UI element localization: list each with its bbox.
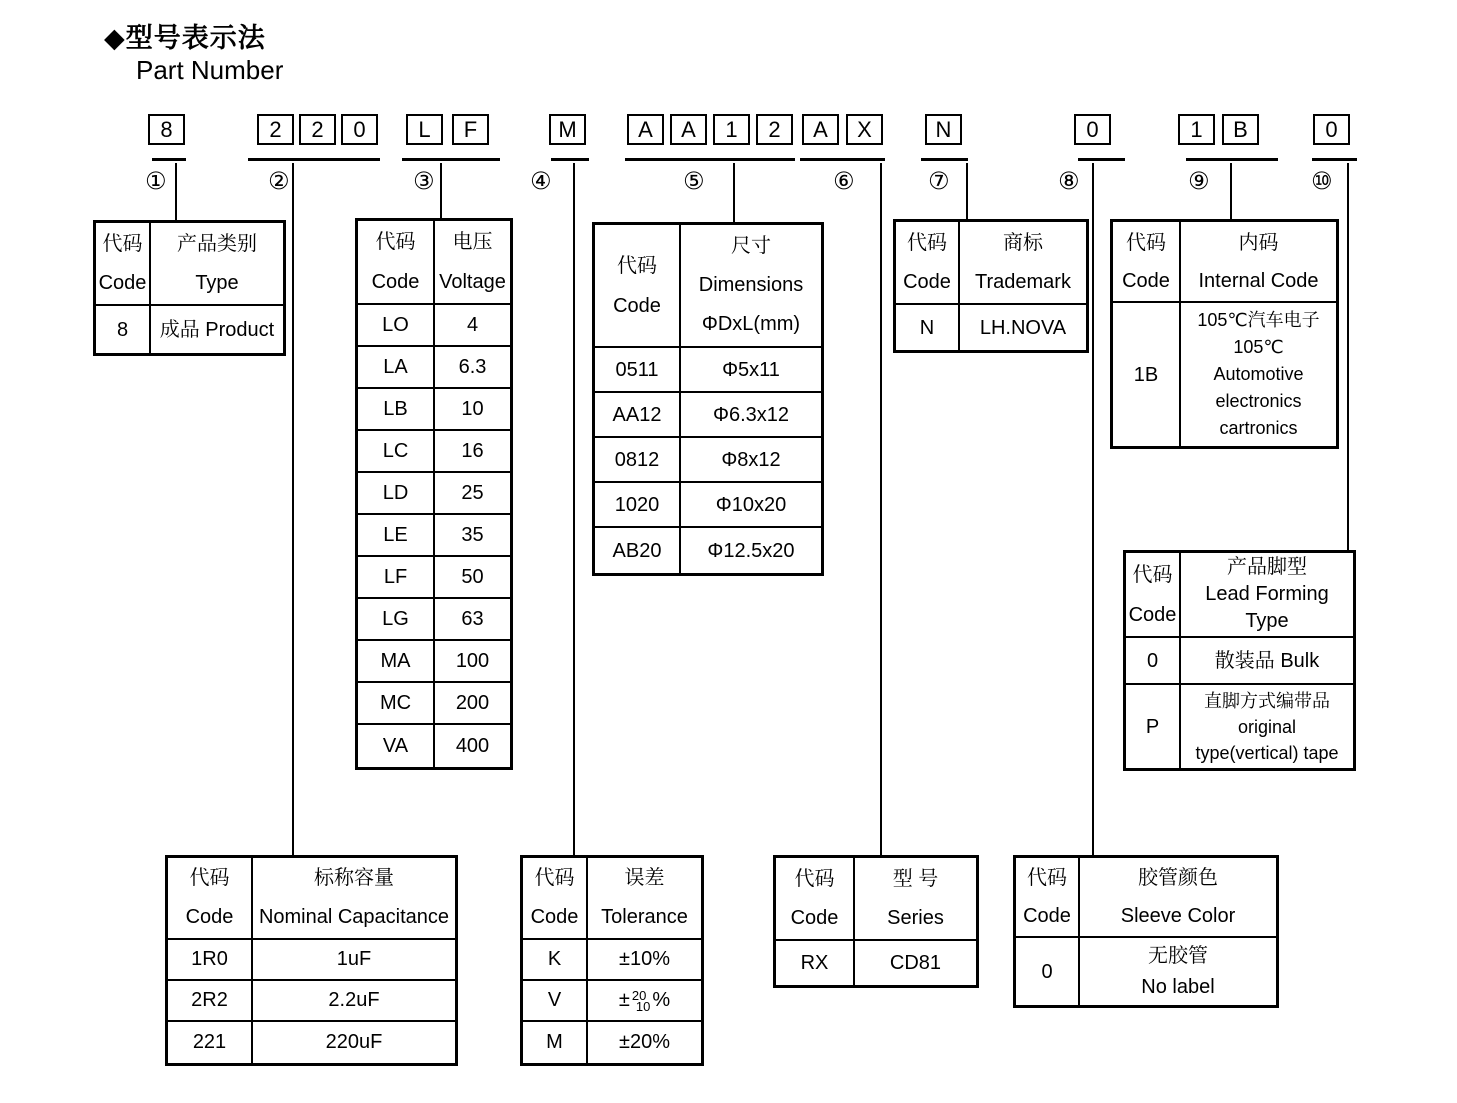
segment-marker: ⑧ [1058, 168, 1080, 195]
connector-line [1230, 163, 1232, 219]
part-number-box: X [846, 114, 883, 145]
table-dimensions [592, 222, 824, 576]
cell-line: Code [98, 271, 147, 294]
table-cell [523, 981, 588, 1020]
table-cell [358, 347, 435, 387]
cell-line: 代码 [1132, 563, 1173, 586]
table-cell [681, 393, 821, 436]
table-cell [588, 981, 701, 1020]
cell-line: Sleeve Color [1120, 905, 1236, 927]
part-number-box: A [627, 114, 664, 145]
table-cell [435, 725, 510, 767]
table-cell [523, 1022, 588, 1063]
cell-line: 50 [461, 566, 484, 588]
table-product-type [93, 220, 286, 356]
cell-line: 产品脚型 [1227, 556, 1307, 578]
table-cell [681, 438, 821, 481]
connector-line [966, 163, 968, 219]
cell-line: MC [379, 692, 412, 714]
table-cell [358, 473, 435, 513]
table-cell [588, 1022, 701, 1063]
cell-line: Code [790, 906, 839, 929]
cell-line: 直脚方式编带品 [1204, 690, 1330, 711]
segment-marker: ② [268, 168, 290, 195]
header-cell [523, 858, 588, 938]
table-header-row [776, 858, 976, 941]
connector-line [292, 163, 294, 855]
table-cell [855, 941, 976, 985]
table-cell [1126, 638, 1181, 683]
part-number-box: 2 [257, 114, 294, 145]
cell-line: 尺寸 [731, 235, 771, 257]
cell-line: 电压 [452, 231, 493, 253]
cell-line: Code [371, 271, 420, 293]
part-number-box: 0 [341, 114, 378, 145]
tolerance-sup-sub-value [619, 989, 670, 1012]
cell-line: 胶管颜色 [1138, 867, 1218, 889]
table-cell [435, 641, 510, 681]
cell-line: ΦDxL(mm) [701, 313, 801, 335]
table-header-row [523, 858, 701, 940]
segment-marker: ⑨ [1188, 168, 1210, 195]
cell-line: 100 [455, 650, 490, 672]
header-cell [960, 222, 1086, 303]
cell-line: 代码 [189, 867, 230, 889]
table-cell [96, 306, 151, 353]
cell-line: type(vertical) tape [1195, 742, 1339, 763]
segment-underline [625, 158, 795, 161]
table-cell [960, 305, 1086, 350]
cell-line: Φ6.3x12 [712, 403, 789, 426]
tolerance-lower: 10 [635, 998, 651, 1014]
segment-underline [1312, 158, 1357, 161]
table-lead-forming [1123, 550, 1356, 771]
page-title-en: Part Number [136, 55, 284, 85]
table-cell [776, 941, 855, 985]
part-number-box: N [925, 114, 962, 145]
table-row [358, 305, 510, 347]
cell-line: Code [185, 906, 234, 928]
cell-line: Φ10x20 [715, 493, 787, 516]
table-row [168, 981, 455, 1022]
cell-line: 0812 [614, 448, 660, 471]
cell-line: Type [195, 271, 239, 294]
cell-line: 25 [461, 482, 484, 504]
cell-line: K [547, 948, 562, 970]
cell-line: 代码 [1027, 867, 1067, 889]
cell-line: original [1237, 716, 1297, 737]
table-cell [681, 348, 821, 391]
table-cell [358, 683, 435, 723]
cell-line: Internal Code [1198, 269, 1319, 292]
table-cell [523, 940, 588, 979]
cell-line: 1B [1133, 363, 1159, 386]
table-header-row [896, 222, 1086, 305]
connector-line [1347, 163, 1349, 550]
cell-line: Φ12.5x20 [707, 539, 795, 562]
cell-line: 16 [461, 440, 484, 462]
part-number-box: 0 [1074, 114, 1111, 145]
table-nominal-capacitance [165, 855, 458, 1066]
header-cell [896, 222, 960, 303]
table-row [896, 305, 1086, 350]
cell-line: 代码 [907, 231, 947, 254]
table-row [523, 940, 701, 981]
cell-line: Tolerance [601, 906, 688, 928]
table-row [358, 431, 510, 473]
cell-line: CD81 [889, 952, 942, 974]
table-cell [168, 981, 253, 1020]
part-number-box: 2 [756, 114, 793, 145]
header-cell [1080, 858, 1276, 936]
table-cell [168, 940, 253, 979]
segment-underline [800, 158, 885, 161]
table-row [595, 438, 821, 483]
table-row [595, 528, 821, 573]
table-cell [896, 305, 960, 350]
part-number-box: A [670, 114, 707, 145]
table-row [776, 941, 976, 985]
cell-line: 400 [455, 735, 490, 757]
table-trademark [893, 219, 1089, 353]
table-cell [435, 683, 510, 723]
cell-line: MA [380, 650, 411, 672]
connector-line [880, 163, 882, 855]
part-number-box: B [1222, 114, 1259, 145]
table-row [358, 347, 510, 389]
cell-line: 2R2 [191, 989, 228, 1011]
cell-line: 0511 [615, 358, 659, 381]
table-cell [253, 981, 455, 1020]
cell-line: LB [383, 398, 408, 420]
table-header-row [96, 223, 283, 306]
table-sleeve-color [1013, 855, 1279, 1008]
segment-underline [921, 158, 968, 161]
table-cell [595, 393, 681, 436]
table-cell [435, 389, 510, 429]
table-row [358, 725, 510, 767]
header-cell [595, 225, 681, 346]
table-row [96, 306, 283, 353]
cell-line: Trademark [975, 270, 1071, 293]
cell-line: Code [613, 294, 661, 317]
cell-line: 标称容量 [314, 867, 394, 889]
cell-line: 0 [1146, 649, 1159, 672]
cell-line: 误差 [624, 867, 665, 889]
cell-line: cartronics [1219, 418, 1298, 438]
table-cell [1113, 303, 1181, 446]
cell-line: Code [1122, 269, 1170, 292]
table-row [358, 599, 510, 641]
part-number-box: F [452, 114, 489, 145]
cell-line: Series [887, 906, 944, 929]
table-cell [435, 347, 510, 387]
table-cell [1181, 638, 1353, 683]
cell-line: Φ8x12 [721, 448, 781, 471]
cell-line: LH.NOVA [979, 316, 1067, 339]
table-cell [435, 431, 510, 471]
cell-line: VA [382, 735, 409, 757]
cell-line: 代码 [1126, 231, 1166, 254]
header-cell [1181, 222, 1336, 301]
table-row [358, 683, 510, 725]
cell-line: Dimensions [698, 274, 804, 296]
cell-line: LC [382, 440, 409, 462]
table-cell [358, 641, 435, 681]
sup-sub-stack [631, 987, 651, 1014]
header-cell [358, 221, 435, 303]
table-cell [1016, 938, 1080, 1005]
cell-line: ±20% [618, 1031, 670, 1053]
connector-line [733, 163, 735, 222]
part-number-box: 1 [713, 114, 750, 145]
table-cell [358, 305, 435, 345]
tolerance-upper: 20 [631, 987, 647, 1003]
cell-line: ±10% [618, 948, 670, 970]
table-cell [595, 438, 681, 481]
cell-line: Type [1245, 610, 1289, 632]
cell-line: M [546, 1031, 563, 1053]
cell-line: RX [800, 952, 829, 974]
cell-line: 4 [466, 314, 479, 336]
table-cell [151, 306, 283, 353]
segment-underline [152, 158, 186, 161]
cell-line: 成品 Product [159, 318, 275, 341]
table-series [773, 855, 979, 988]
table-tolerance [520, 855, 704, 1066]
table-cell [168, 1022, 253, 1063]
header-cell [1126, 553, 1181, 636]
table-cell [358, 599, 435, 639]
table-cell [435, 305, 510, 345]
table-cell [358, 515, 435, 555]
cell-line: 0 [1041, 960, 1053, 983]
part-number-box: 8 [148, 114, 185, 145]
cell-line: 1R0 [191, 948, 228, 970]
table-header-row [1126, 553, 1353, 638]
table-cell [595, 528, 681, 573]
segment-marker: ④ [530, 168, 552, 195]
table-header-row [358, 221, 510, 305]
connector-line [1092, 163, 1094, 855]
cell-line: 105℃汽车电子 [1197, 310, 1320, 330]
table-cell [435, 515, 510, 555]
header-cell [681, 225, 821, 346]
table-cell [681, 483, 821, 526]
table-cell [595, 483, 681, 526]
segment-marker: ⑤ [683, 168, 705, 195]
segment-underline [402, 158, 500, 161]
segment-marker: ⑦ [928, 168, 950, 195]
table-row [358, 641, 510, 683]
connector-line [573, 163, 575, 855]
table-row [358, 389, 510, 431]
segment-marker: ⑩ [1311, 168, 1333, 195]
table-row [595, 348, 821, 393]
table-cell [253, 1022, 455, 1063]
table-cell [253, 940, 455, 979]
part-number-box: 1 [1178, 114, 1215, 145]
cell-line: 代码 [534, 867, 575, 889]
cell-line: 63 [461, 608, 484, 630]
table-row [523, 981, 701, 1022]
segment-marker: ③ [413, 168, 435, 195]
cell-line: Lead Forming [1205, 583, 1329, 605]
header-cell [1113, 222, 1181, 301]
cell-line: LG [382, 608, 409, 630]
table-row [595, 393, 821, 438]
segment-marker: ① [145, 168, 167, 195]
part-number-box: M [549, 114, 586, 145]
table-cell [595, 348, 681, 391]
table-row [1126, 638, 1353, 685]
cell-line: LD [382, 482, 409, 504]
cell-line: 8 [116, 318, 129, 341]
cell-line: 35 [461, 524, 484, 546]
table-header-row [1016, 858, 1276, 938]
cell-line: V [547, 989, 562, 1011]
header-cell [1016, 858, 1080, 936]
segment-underline [1186, 158, 1278, 161]
table-cell [358, 557, 435, 597]
header-cell [253, 858, 455, 938]
table-cell [435, 473, 510, 513]
cell-line: Code [530, 906, 579, 928]
segment-underline [551, 158, 589, 161]
table-cell [1181, 685, 1353, 768]
cell-line: Code [1128, 603, 1177, 626]
table-row [168, 940, 455, 981]
part-number-box: A [802, 114, 839, 145]
cell-line: 产品类别 [177, 232, 257, 255]
table-internal-code [1110, 219, 1339, 449]
header-cell [96, 223, 151, 304]
header-cell [1181, 553, 1353, 636]
table-cell [358, 389, 435, 429]
cell-line: electronics [1215, 391, 1302, 411]
cell-line: LE [383, 524, 408, 546]
cell-line: 代码 [102, 232, 143, 255]
cell-line: Automotive [1213, 364, 1304, 384]
cell-line: 1uF [336, 948, 372, 970]
header-cell [588, 858, 701, 938]
table-cell [1080, 938, 1276, 1005]
cell-line: 6.3 [458, 356, 487, 378]
table-row [358, 515, 510, 557]
part-number-box: 2 [299, 114, 336, 145]
cell-line: LO [382, 314, 409, 336]
cell-line: 221 [192, 1031, 227, 1053]
header-cell [776, 858, 855, 939]
header-cell [151, 223, 283, 304]
cell-line: 220uF [325, 1031, 383, 1053]
table-header-row [1113, 222, 1336, 303]
cell-line: Code [903, 270, 951, 293]
cell-line: 商标 [1003, 231, 1043, 254]
header-cell [435, 221, 510, 303]
page-title-zh: ◆型号表示法 [104, 23, 266, 53]
cell-line: LF [383, 566, 408, 588]
plus-minus-sign: ± [618, 989, 630, 1011]
table-row [168, 1022, 455, 1063]
cell-line: No label [1141, 975, 1215, 998]
segment-underline [248, 158, 380, 161]
cell-line: 105℃ [1233, 337, 1284, 357]
table-cell [435, 599, 510, 639]
connector-line [175, 163, 177, 220]
header-cell [855, 858, 976, 939]
table-row [358, 473, 510, 515]
cell-line: P [1145, 715, 1160, 738]
table-header-row [595, 225, 821, 348]
cell-line: 10 [461, 398, 484, 420]
connector-line [440, 163, 442, 218]
cell-line: 200 [455, 692, 490, 714]
cell-line: 代码 [794, 867, 835, 890]
table-row [1016, 938, 1276, 1005]
table-row [1126, 685, 1353, 768]
cell-line: AA12 [612, 403, 662, 426]
cell-line: 散装品 Bulk [1214, 649, 1320, 672]
cell-line: 内码 [1238, 231, 1279, 254]
cell-line: 型 号 [892, 867, 939, 890]
table-row [595, 483, 821, 528]
cell-line: Φ5x11 [722, 358, 780, 381]
table-cell [358, 431, 435, 471]
table-cell [1181, 303, 1336, 446]
table-cell [435, 557, 510, 597]
table-cell [588, 940, 701, 979]
cell-line: Voltage [439, 271, 506, 293]
cell-line: 2.2uF [328, 989, 380, 1011]
cell-line: N [919, 316, 935, 339]
cell-line: 代码 [375, 231, 416, 253]
part-number-box: L [406, 114, 443, 145]
table-voltage [355, 218, 513, 770]
segment-marker: ⑥ [833, 168, 855, 195]
cell-line: Nominal Capacitance [258, 906, 450, 928]
percent-sign: % [652, 989, 671, 1011]
table-cell [681, 528, 821, 573]
table-header-row [168, 858, 455, 940]
segment-underline [1078, 158, 1125, 161]
table-row [523, 1022, 701, 1063]
cell-line: 1020 [614, 493, 660, 516]
cell-line: 代码 [617, 254, 657, 277]
part-number-box: 0 [1313, 114, 1350, 145]
table-row [358, 557, 510, 599]
cell-line: Code [1023, 905, 1071, 927]
cell-line: AB20 [612, 539, 662, 562]
table-row [1113, 303, 1336, 446]
table-cell [358, 725, 435, 767]
cell-line: LA [383, 356, 408, 378]
cell-line: 无胶管 [1148, 944, 1208, 967]
table-cell [1126, 685, 1181, 768]
header-cell [168, 858, 253, 938]
